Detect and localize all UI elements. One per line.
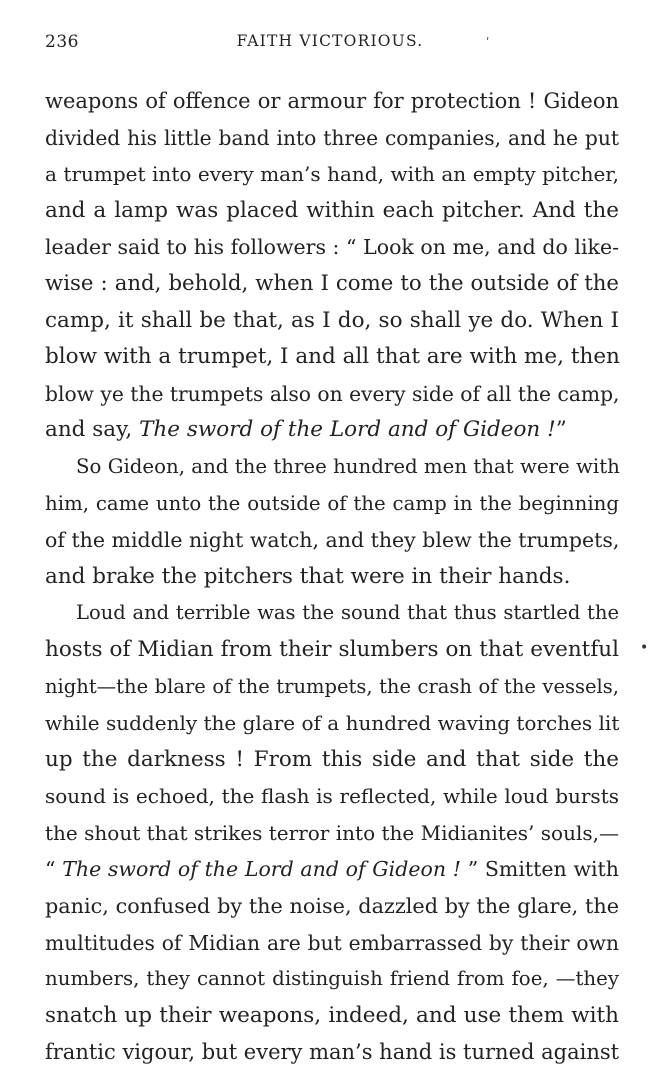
- text-line: Loud and terrible was the sound that thus startled the: [76, 601, 619, 625]
- text-line: weapons of offence or armour for protection ! Gideon: [45, 89, 619, 113]
- text-line: camp, it shall be that, as I do, so shall ye do. When I: [45, 307, 619, 333]
- text-line: So Gideon, and the three hundred men that were with: [76, 454, 620, 478]
- text-line: night—the blare of the trumpets, the crash of the vessels,: [45, 674, 619, 698]
- text-line: [45, 412, 619, 449]
- text-line: multitudes of Midian are but embarrassed by their own: [45, 930, 619, 955]
- text-line: panic, confused by the noise, dazzled by the glare, the: [45, 894, 619, 919]
- text-line: blow with a trumpet, I and all that are with me, then: [45, 344, 620, 370]
- text-line: leader said to his followers : “ Look on me, and do like-: [45, 235, 619, 260]
- text-segment: and say,: [45, 417, 140, 443]
- text-line: wise : and, behold, when I come to the outside of the: [45, 270, 619, 296]
- text-line: and brake the pitchers that were in their hands.: [45, 563, 571, 589]
- text-segment: ” Smitten with: [461, 857, 619, 882]
- text-line: snatch up their weapons, indeed, and use them with: [45, 1002, 619, 1028]
- italic-quote: The sword of the Lord and of Gideon !: [139, 417, 556, 443]
- text-line: up the darkness ! From this side and that side the: [45, 746, 619, 772]
- running-head: FAITH VICTORIOUS.: [236, 32, 424, 50]
- text-line: numbers, they cannot distinguish friend from foe, —they: [45, 967, 619, 991]
- text-line: [45, 851, 619, 888]
- text-segment: ”: [555, 417, 567, 443]
- text-line: him, came unto the outside of the camp in the beginning: [45, 491, 619, 515]
- text-line: sound is echoed, the flash is reflected, while loud bursts: [45, 784, 619, 809]
- margin-tick-mark: ʹ: [486, 36, 490, 50]
- text-line: and a lamp was placed within each pitcher. And the: [45, 197, 619, 223]
- italic-quote: The sword of the Lord and of Gideon !: [62, 857, 461, 882]
- margin-dot-mark: •: [640, 640, 649, 656]
- text-line: while suddenly the glare of a hundred waving torches lit: [45, 711, 620, 736]
- text-line: hosts of Midian from their slumbers on that eventful: [45, 636, 619, 662]
- text-line: a trumpet into every man’s hand, with an empty pitcher,: [45, 162, 619, 187]
- page-number: 236: [45, 32, 79, 52]
- text-segment: “: [45, 857, 63, 882]
- text-line: blow ye the trumpets also on every side of all the camp,: [45, 381, 620, 406]
- text-line: of the middle night watch, and they blew the trumpets,: [45, 528, 620, 553]
- text-line: divided his little band into three companies, and he put: [45, 125, 619, 150]
- text-line: the shout that strikes terror into the Midianites’ souls,—: [45, 820, 619, 845]
- page-header: [0, 32, 660, 62]
- text-line: frantic vigour, but every man’s hand is turned against: [45, 1040, 620, 1065]
- body-text: [45, 83, 619, 1071]
